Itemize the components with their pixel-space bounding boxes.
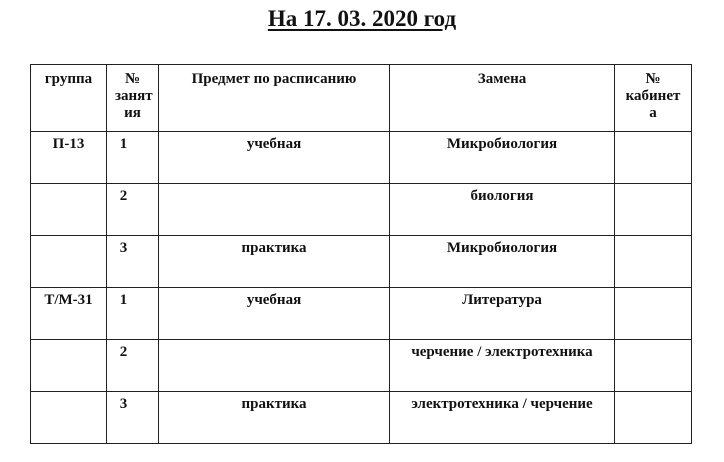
header-group: группа xyxy=(31,65,107,132)
cell-room xyxy=(615,392,692,444)
cell-group xyxy=(31,184,107,236)
cell-replacement: биология xyxy=(390,184,615,236)
cell-replacement: электротехника / черчение xyxy=(390,392,615,444)
cell-room xyxy=(615,288,692,340)
table-row xyxy=(31,236,692,288)
cell-replacement: Микробиология xyxy=(390,132,615,184)
cell-lesson-number: 2 xyxy=(107,340,159,392)
cell-lesson-number: 3 xyxy=(107,392,159,444)
cell-lesson-number: 1 xyxy=(107,132,159,184)
page-title-text: На 17. 03. 2020 год xyxy=(267,6,457,31)
cell-room xyxy=(615,132,692,184)
cell-replacement: Микробиология xyxy=(390,236,615,288)
cell-scheduled-subject xyxy=(159,340,390,392)
cell-scheduled-subject: учебная xyxy=(159,288,390,340)
table-row xyxy=(31,132,692,184)
cell-lesson-number: 2 xyxy=(107,184,159,236)
page-title xyxy=(0,6,724,32)
cell-lesson-number: 1 xyxy=(107,288,159,340)
header-scheduled-subject: Предмет по расписанию xyxy=(159,65,390,132)
cell-group xyxy=(31,392,107,444)
cell-room xyxy=(615,184,692,236)
cell-room xyxy=(615,236,692,288)
cell-scheduled-subject: практика xyxy=(159,392,390,444)
cell-scheduled-subject: практика xyxy=(159,236,390,288)
cell-room xyxy=(615,340,692,392)
cell-group: Т/М-31 xyxy=(31,288,107,340)
table-header-row xyxy=(31,65,692,132)
cell-lesson-number: 3 xyxy=(107,236,159,288)
cell-replacement: Литература xyxy=(390,288,615,340)
cell-scheduled-subject xyxy=(159,184,390,236)
cell-group xyxy=(31,340,107,392)
header-lesson-number: № занят ия xyxy=(107,65,159,132)
cell-scheduled-subject: учебная xyxy=(159,132,390,184)
table-row xyxy=(31,392,692,444)
replacement-schedule-table xyxy=(30,64,692,444)
header-room: № кабинет а xyxy=(615,65,692,132)
table-row xyxy=(31,340,692,392)
cell-group xyxy=(31,236,107,288)
table-row xyxy=(31,288,692,340)
cell-replacement: черчение / электротехника xyxy=(390,340,615,392)
cell-group: П-13 xyxy=(31,132,107,184)
header-replacement: Замена xyxy=(390,65,615,132)
table-row xyxy=(31,184,692,236)
